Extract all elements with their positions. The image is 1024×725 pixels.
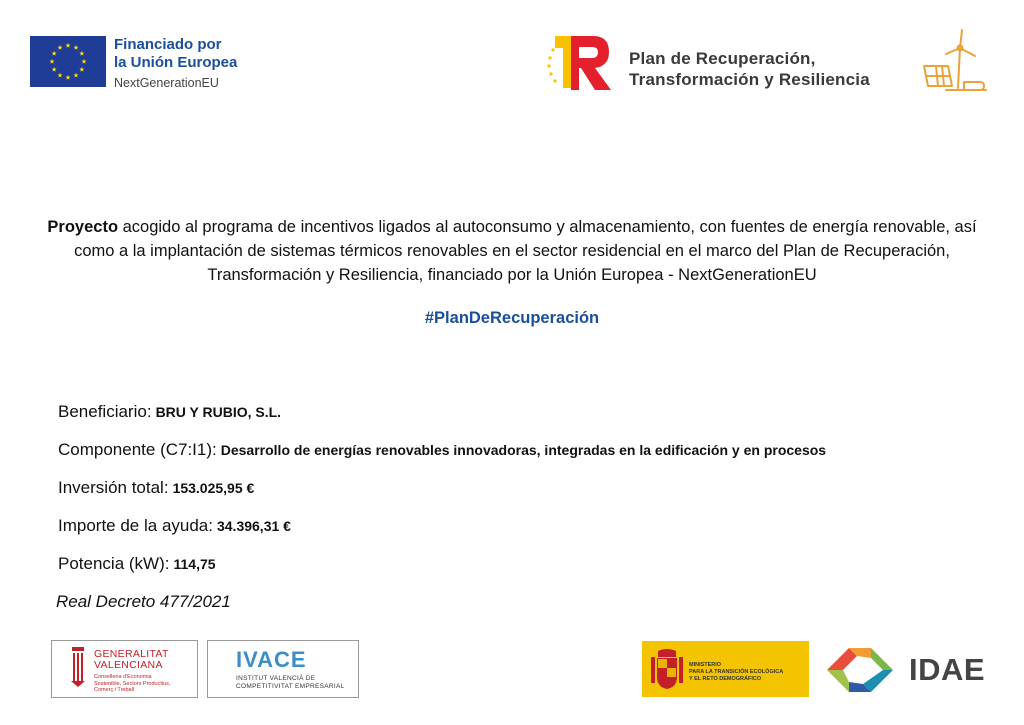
field-value: 34.396,31 € <box>216 518 291 534</box>
project-text: acogido al programa de incentivos ligados al autoconsumo y almacenamiento, con fuentes de energía renovable, así como a la implantación de sistemas térmicos renovables en el sector residencial en el marco del Plan de Recuperación, Transformación y Resiliencia, financiado por la Unión Europea - NextGenerationEU <box>74 218 977 284</box>
plan-line-1: Plan de Recuperación, <box>629 49 816 68</box>
ministerio-logo <box>642 641 809 697</box>
field-value: 114,75 <box>173 556 216 572</box>
project-label: Proyecto <box>47 218 119 236</box>
plan-logo-icon <box>547 34 613 92</box>
field-beneficiario <box>58 402 281 422</box>
spain-coat-of-arms-icon <box>650 647 684 696</box>
field-label: Beneficiario: <box>58 402 152 421</box>
plan-recuperacion-label <box>629 48 870 90</box>
gva-sub-3: Comerç i Treball <box>94 687 135 693</box>
eu-line-2: la Unión Europea <box>114 54 238 71</box>
ivace-logo <box>207 640 359 698</box>
plan-line-2: Transformación y Resiliencia <box>629 70 870 89</box>
field-inversion <box>58 478 254 498</box>
field-importe <box>58 516 291 536</box>
wind-turbine-icon <box>918 28 988 96</box>
generalitat-logo <box>51 640 198 698</box>
eu-line-3: NextGenerationEU <box>114 76 219 90</box>
ministerio-line-2: PARA LA TRANSICIÓN ECOLÓGICA <box>689 669 784 675</box>
gva-line-2: VALENCIANA <box>94 659 163 671</box>
idae-logo-icon <box>824 643 902 697</box>
project-description <box>40 215 984 287</box>
ministerio-line-1: MINISTERIO <box>689 662 722 668</box>
decree-reference: Real Decreto 477/2021 <box>56 592 231 611</box>
gva-sub-1: Conselleria d'Economia <box>94 674 152 680</box>
gva-emblem-icon <box>70 647 86 687</box>
eu-flag-icon <box>30 36 106 87</box>
field-label: Importe de la ayuda: <box>58 516 213 535</box>
eu-line-1: Financiado por <box>114 36 222 53</box>
hashtag: #PlanDeRecuperación <box>424 309 600 327</box>
field-potencia <box>58 554 216 574</box>
field-value: 153.025,95 € <box>172 480 255 496</box>
field-label: Inversión total: <box>58 478 169 497</box>
gva-line-1: GENERALITAT <box>94 648 169 660</box>
gva-sub-2: Sostenible, Sectors Productius, <box>94 680 171 687</box>
ivace-sub-2: COMPETITIVITAT EMPRESARIAL <box>236 683 345 690</box>
field-componente <box>58 440 826 460</box>
field-value: BRU Y RUBIO, S.L. <box>155 404 282 420</box>
field-value: Desarrollo de energías renovables innovadoras, integradas en la edificación y en procesos <box>220 442 827 458</box>
ivace-word: IVACE <box>236 647 307 672</box>
field-label: Componente (C7:I1): <box>58 440 217 459</box>
field-label: Potencia (kW): <box>58 554 170 573</box>
ivace-sub-1: INSTITUT VALENCIÀ DE <box>236 675 316 682</box>
idae-word: IDAE <box>909 652 986 687</box>
ministerio-line-3: Y EL RETO DEMOGRÁFICO <box>689 676 762 682</box>
eu-funding-label <box>114 36 237 92</box>
